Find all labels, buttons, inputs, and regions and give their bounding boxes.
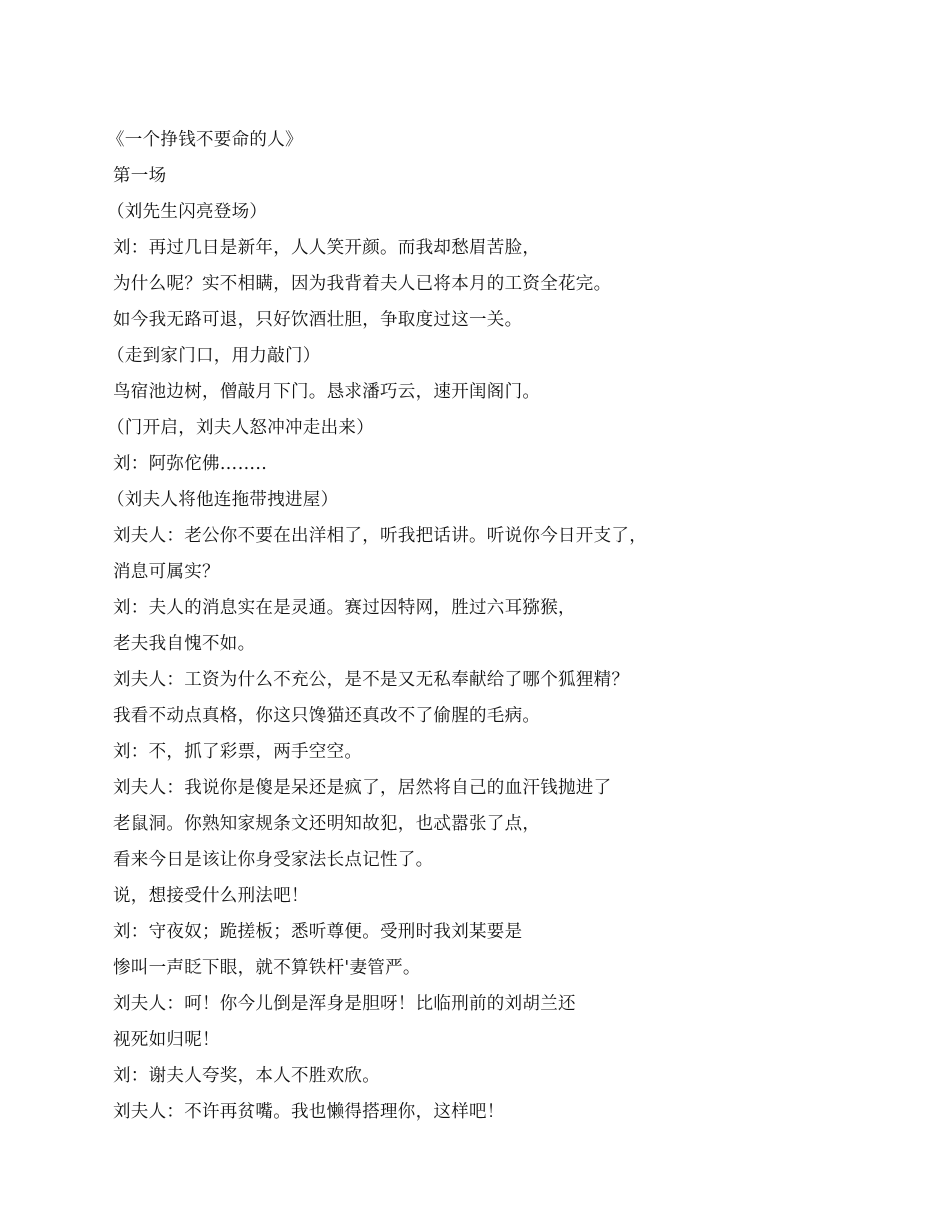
dialogue-line: 如今我无路可退，只好饮酒壮胆，争取度过这一关。: [113, 310, 523, 330]
dialogue-line: 看来今日是该让你身受家法长点记性了。: [113, 850, 434, 870]
dialogue-line: 说，想接受什么刑法吧！: [113, 886, 309, 906]
dialogue-line: 我看不动点真格，你这只馋猫还真改不了偷腥的毛病。: [113, 706, 541, 726]
document-body: [107, 122, 833, 1130]
dialogue-line: 刘：再过几日是新年，人人笑开颜。而我却愁眉苦脸，: [113, 238, 541, 258]
dialogue-line: 刘夫人：不许再贫嘴。我也懒得搭理你，这样吧！: [113, 1102, 505, 1122]
dialogue-line: 刘：夫人的消息实在是灵通。赛过因特网，胜过六耳猕猴，: [113, 598, 576, 618]
dialogue-line: 刘：守夜奴；跪搓板；悉听尊便。受刑时我刘某要是: [113, 922, 523, 942]
dialogue-line: 消息可属实？: [113, 562, 220, 582]
dialogue-line: 为什么呢？实不相瞒，因为我背着夫人已将本月的工资全花完。: [113, 274, 612, 294]
dialogue-line: 惨叫一声眨下眼，就不算铁杆'妻管严。: [113, 958, 421, 978]
dialogue-line: 刘夫人：工资为什么不充公，是不是又无私奉献给了哪个狐狸精？: [113, 670, 630, 690]
document-title: 《一个挣钱不要命的人》: [107, 130, 303, 150]
dialogue-line: 刘夫人：老公你不要在出洋相了，听我把话讲。听说你今日开支了，: [113, 526, 647, 546]
stage-direction: （门开启，刘夫人怒冲冲走出来）: [107, 418, 374, 438]
dialogue-line: 刘夫人：我说你是傻是呆还是疯了，居然将自己的血汗钱抛进了: [113, 778, 612, 798]
stage-direction: （走到家门口，用力敲门）: [107, 346, 321, 366]
dialogue-line: 视死如归呢！: [113, 1030, 220, 1050]
dialogue-line: 鸟宿池边树，僧敲月下门。恳求潘巧云，速开闺阁门。: [113, 382, 541, 402]
dialogue-line: 刘夫人：呵！你今儿倒是浑身是胆呀！比临刑前的刘胡兰还: [113, 994, 576, 1014]
dialogue-line: 刘：不，抓了彩票，两手空空。: [113, 742, 363, 762]
dialogue-line: 老夫我自愧不如。: [113, 634, 256, 654]
dialogue-line: 老鼠洞。你熟知家规条文还明知故犯，也忒嚣张了点，: [113, 814, 541, 834]
stage-direction: （刘先生闪亮登场）: [107, 202, 268, 222]
scene-heading: 第一场: [113, 166, 167, 186]
dialogue-line: 刘：谢夫人夸奖，本人不胜欢欣。: [113, 1066, 380, 1086]
dialogue-line: 刘：阿弥佗佛……..: [113, 454, 268, 474]
stage-direction: （刘夫人将他连拖带拽进屋）: [107, 490, 339, 510]
